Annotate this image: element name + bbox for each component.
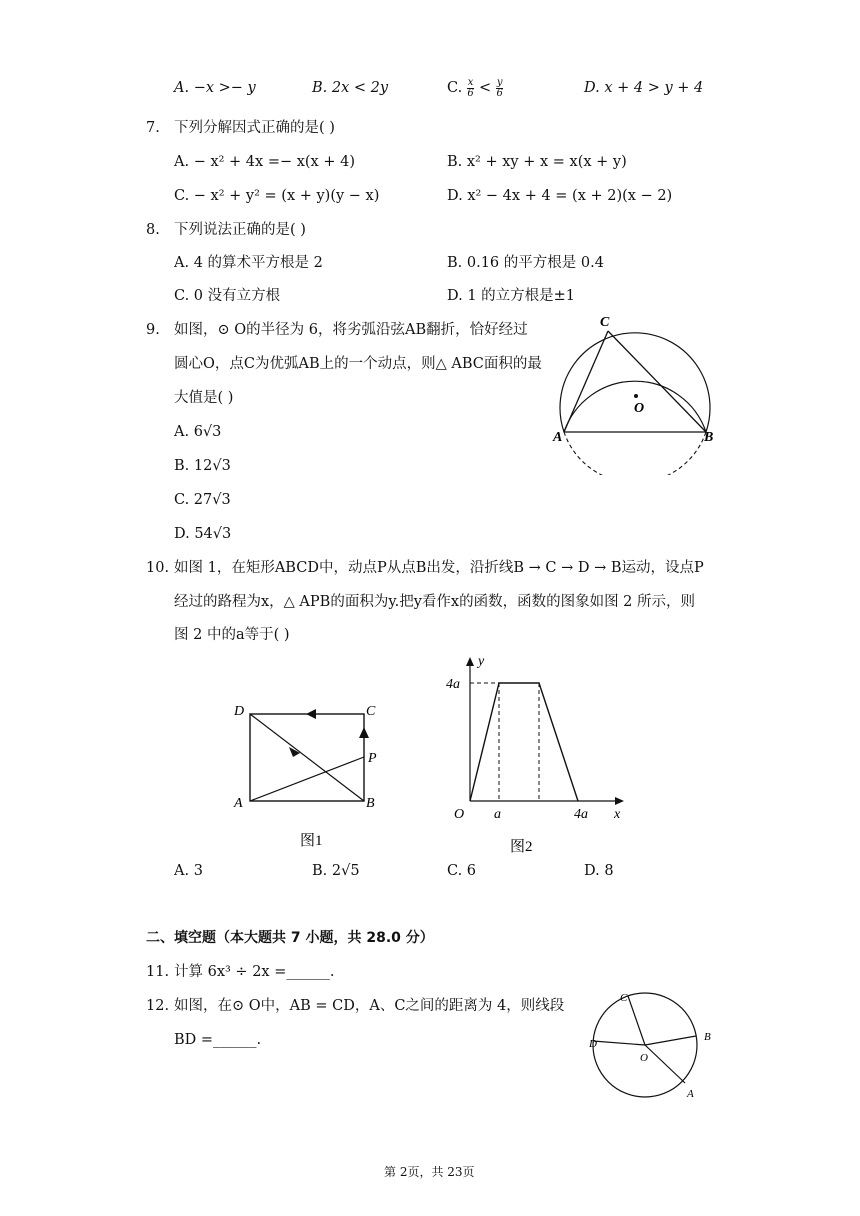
page-footer: 第 2页，共 23页 [384,1165,475,1179]
section2-title: 二、填空题（本大题共 7 小题，共 28.0 分） [146,930,434,946]
q12-label-c: C [620,992,628,1004]
q12-circle-figure [584,985,724,1110]
q9-stem-line3: 大值是( ) [174,390,234,406]
q9-label-c: C [600,315,610,330]
q10-arrow-bc [359,727,369,738]
q10-fig1-caption: 图1 [300,833,323,849]
q6-option-c-lt: < [479,80,492,96]
q8-option-b: B. 0.16 的平方根是 0.4 [447,255,604,271]
q12-radius-ob [645,1036,696,1045]
q6-option-c [447,76,503,100]
q10-x-arrow [615,797,624,805]
q10-figure1-rectangle [226,695,386,855]
q10-option-a: A. 3 [174,863,203,879]
q10-fig2-label-a: a [494,807,501,822]
q8-option-c: C. 0 没有立方根 [174,288,281,304]
q7-option-b: B. x² + xy + x = x(x + y) [447,154,627,170]
q6-fraction-left: $\frac{x}{6}$ [467,76,474,99]
q10-fig1-label-c: C [366,704,376,719]
q7-option-c: C. − x² + y² = (x + y)(y − x) [174,188,380,204]
q9-stem-line2: 圆心O，点C为优弧AB上的一个动点，则△ ABC面积的最 [174,356,542,372]
q10-fig1-label-b: B [366,796,375,811]
q9-minor-arc-dashed [564,432,706,475]
q10-stem-line2: 经过的路程为x，△ APB的面积为y.把y看作x的函数，函数的图象如图 2 所示，则 [174,594,696,610]
q10-stem-line1: 如图 1，在矩形ABCD中，动点P从点B出发，沿折线B → C → D → B运动，设点P [174,560,704,576]
q10-fig1-label-p: P [368,751,377,766]
q8-option-a: A. 4 的算术平方根是 2 [174,255,323,271]
q9-label-o: O [634,401,645,416]
q7-option-d: D. x² − 4x + 4 = (x + 2)(x − 2) [447,188,673,204]
q9-number: 9. [146,322,160,338]
q6-option-a: A. −x >− y [174,80,256,96]
q7-number: 7. [146,120,160,136]
q6-option-b: B. 2x < 2y [312,80,389,96]
q7-option-a: A. − x² + 4x =− x(x + 4) [174,154,355,170]
q9-label-a: A [553,430,563,445]
q10-option-b: B. 2√5 [312,863,360,879]
q9-major-arc [560,333,710,432]
q10-fig2-label-y: y [478,654,485,669]
q8-option-d: D. 1 的立方根是±1 [447,288,576,304]
q12-stem-line1: 如图，在⊙ O中，AB = CD，A、C之间的距离为 4，则线段 [174,998,565,1014]
q9-option-d: D. 54√3 [174,526,232,542]
q10-segment-ap [250,757,364,801]
q12-number: 12. [146,998,170,1014]
q9-center-point [634,394,638,398]
q6-option-d: D. x + 4 > y + 4 [584,80,704,96]
q11-number: 11. [146,964,170,980]
q10-fig2-label-4a-x: 4a [574,807,588,822]
q10-fig2-label-x: x [614,807,621,822]
q6-option-c-label: C. [447,80,463,96]
q10-option-d: D. 8 [584,863,614,879]
q12-label-d: D [589,1038,597,1050]
q9-option-b: B. 12√3 [174,458,231,474]
q9-side-ac [564,331,608,432]
q11-text: 计算 6x³ ÷ 2x =______. [174,964,335,980]
q10-fig2-label-o: O [454,807,465,822]
q12-radius-oc [628,996,645,1045]
q9-side-bc [608,331,706,432]
q12-radius-od [593,1041,645,1045]
q10-stem-line3: 图 2 中的a等于( ) [174,627,290,643]
q9-circle-figure [550,310,730,475]
q10-figure2-graph [440,648,650,858]
q8-stem: 下列说法正确的是( ) [174,222,306,238]
q10-option-c: C. 6 [447,863,477,879]
q9-label-b: B [704,430,714,445]
q10-number: 10. [146,560,170,576]
q10-fig2-caption: 图2 [510,839,533,855]
q12-radius-oa [645,1045,685,1083]
q12-stem-line2: BD =______. [174,1032,262,1048]
q12-label-o: O [640,1052,648,1064]
q12-label-b: B [704,1031,711,1043]
q7-stem: 下列分解因式正确的是( ) [174,120,335,136]
q10-fig1-label-a: A [234,796,243,811]
q10-function-graph [470,683,578,801]
q9-option-c: C. 27√3 [174,492,231,508]
q10-diagonal-db [250,714,364,801]
q10-y-arrow [466,657,474,666]
q8-number: 8. [146,222,160,238]
q10-arrow-cd [306,709,316,719]
q9-option-a: A. 6√3 [174,424,222,440]
q9-stem-line1: 如图，⊙ O的半径为 6，将劣弧沿弦AB翻折，恰好经过 [174,322,528,338]
q6-fraction-right: $\frac{y}{6}$ [496,76,503,99]
q10-fig2-label-4a-y: 4a [446,677,460,692]
q12-label-a: A [687,1088,694,1100]
q10-fig1-label-d: D [234,704,245,719]
